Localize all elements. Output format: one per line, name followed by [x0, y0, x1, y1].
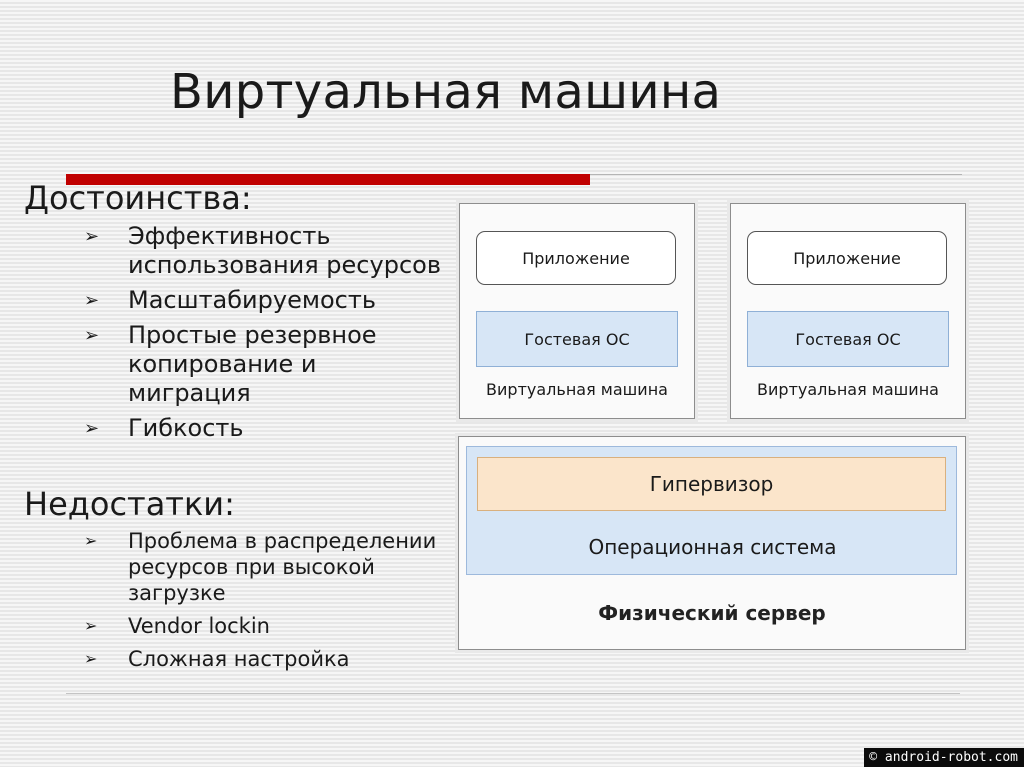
- guest-os-block: Гостевая ОС: [476, 311, 678, 367]
- arrow-bullet-icon: ➢: [84, 531, 98, 550]
- advantage-item: [82, 321, 442, 408]
- disadvantages-list: [82, 528, 442, 679]
- watermark: © android-robot.com: [864, 748, 1024, 767]
- virtual-machine-label: Виртуальная машина: [486, 380, 668, 399]
- advantage-text: Простые резервное копирование и миграция: [128, 321, 377, 407]
- advantage-text: Эффективность использования ресурсов: [128, 222, 441, 279]
- slide-title: Виртуальная машина: [170, 64, 722, 120]
- host-os-block: [466, 446, 957, 575]
- advantages-heading: Достоинства:: [24, 179, 252, 217]
- bottom-divider: [66, 693, 960, 694]
- advantage-item: [82, 222, 442, 280]
- hypervisor-block: Гипервизор: [477, 457, 946, 511]
- arrow-bullet-icon: ➢: [84, 226, 100, 247]
- disadvantage-item: [82, 613, 442, 639]
- arrow-bullet-icon: ➢: [84, 649, 98, 668]
- application-block: Приложение: [747, 231, 947, 285]
- advantage-text: Гибкость: [128, 414, 244, 442]
- advantage-text: Масштабируемость: [128, 286, 376, 314]
- physical-server-label: Физический сервер: [598, 601, 826, 625]
- arrow-bullet-icon: ➢: [84, 325, 100, 346]
- title-underline-gray: [590, 174, 962, 175]
- host-os-label: Операционная система: [588, 535, 837, 559]
- virtual-machine-box: [459, 203, 695, 419]
- arrow-bullet-icon: ➢: [84, 290, 100, 311]
- disadvantage-text: Vendor lockin: [128, 614, 270, 638]
- advantage-item: [82, 414, 442, 443]
- virtual-machine-label: Виртуальная машина: [757, 380, 939, 399]
- virtual-machine-box: [730, 203, 966, 419]
- arrow-bullet-icon: ➢: [84, 418, 100, 439]
- advantage-item: [82, 286, 442, 315]
- advantages-list: [82, 222, 442, 449]
- disadvantages-heading: Недостатки:: [24, 485, 235, 523]
- arrow-bullet-icon: ➢: [84, 616, 98, 635]
- physical-server-box: [458, 436, 966, 650]
- guest-os-block: Гостевая ОС: [747, 311, 949, 367]
- disadvantage-text: Проблема в распределении ресурсов при высокой загрузке: [128, 529, 437, 605]
- application-block: Приложение: [476, 231, 676, 285]
- disadvantage-item: [82, 646, 442, 672]
- disadvantage-item: [82, 528, 442, 606]
- disadvantage-text: Сложная настройка: [128, 647, 350, 671]
